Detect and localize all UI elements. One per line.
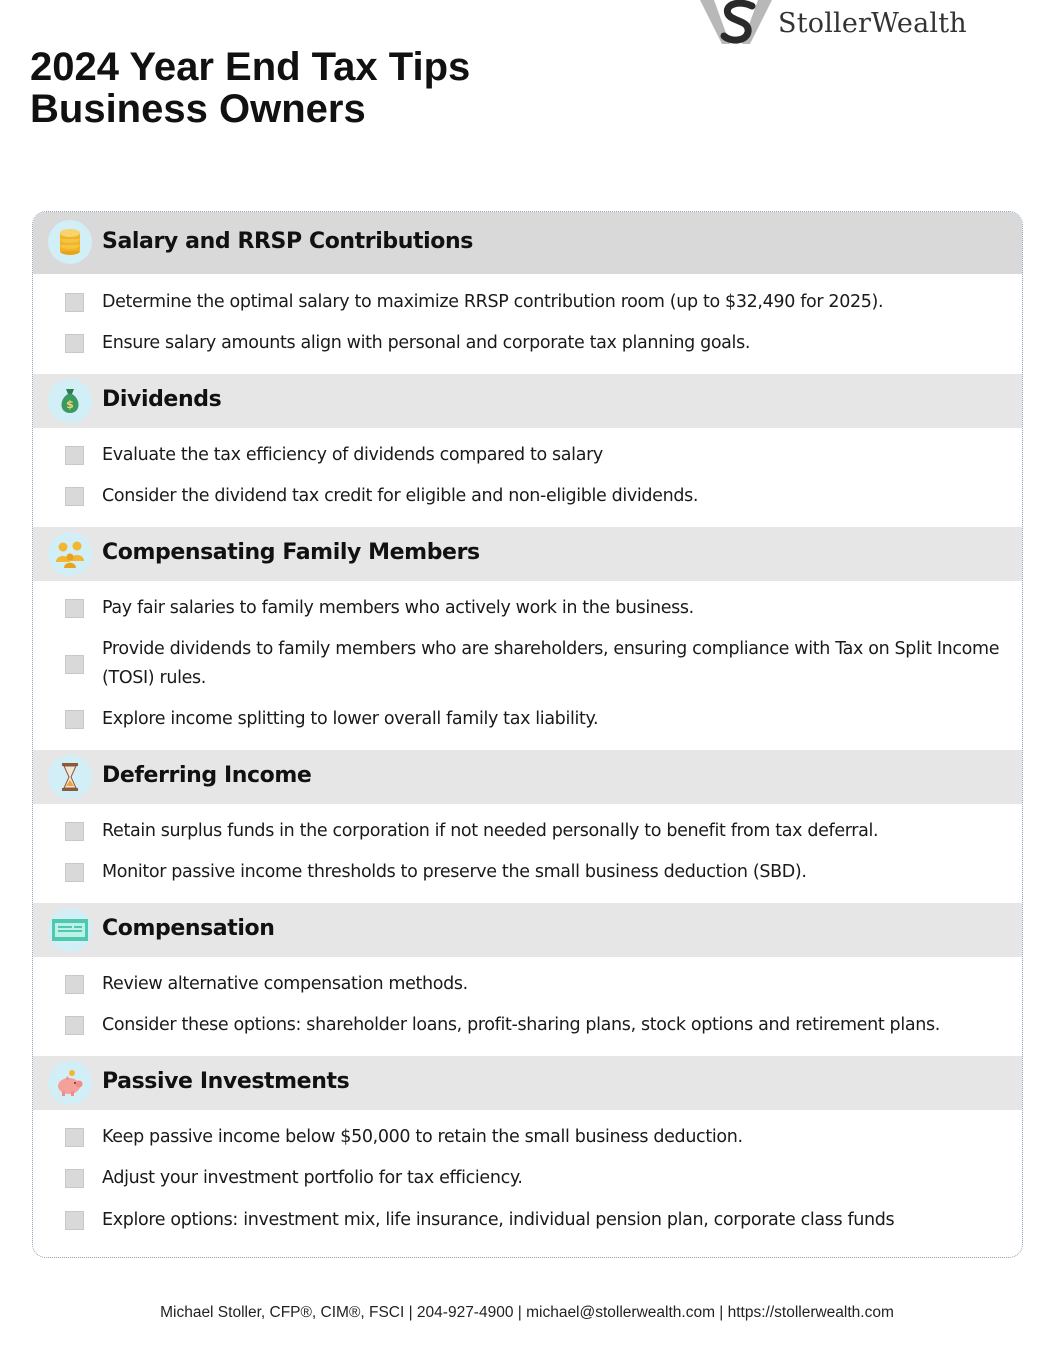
checklist-item-text: Consider these options: shareholder loans, profit-sharing plans, stock options and retirement plans.	[102, 1015, 940, 1035]
checklist-item	[65, 635, 1005, 693]
page-title-line-1: 2024 Year End Tax Tips	[30, 45, 471, 89]
checklist-item	[65, 329, 1005, 358]
checklist-item	[65, 1206, 1005, 1235]
checklist-item	[65, 288, 1005, 317]
section-header-compensation	[33, 903, 1022, 957]
checkbox[interactable]	[65, 863, 84, 882]
footer-contact: Michael Stoller, CFP®, CIM®, FSCI | 204-927-4900 | michael@stollerwealth.com | https://stollerwealth.com	[160, 1304, 894, 1321]
checklist-item	[65, 858, 1005, 887]
cheque-icon	[48, 908, 92, 952]
page-title	[30, 46, 470, 130]
checkbox[interactable]	[65, 1169, 84, 1188]
checkbox[interactable]	[65, 487, 84, 506]
checklist-item-text: Adjust your investment portfolio for tax efficiency.	[102, 1168, 523, 1188]
checkbox[interactable]	[65, 1016, 84, 1035]
checklist-item	[65, 1011, 1005, 1040]
checklist-item-text: Explore options: investment mix, life insurance, individual pension plan, corporate class funds	[102, 1210, 895, 1230]
section-title: Deferring Income	[102, 763, 312, 788]
svg-text:$: $	[66, 398, 74, 411]
checkbox[interactable]	[65, 334, 84, 353]
checklist-item	[65, 594, 1005, 623]
section-header-passive	[33, 1056, 1022, 1110]
checklist-item-text: Keep passive income below $50,000 to retain the small business deduction.	[102, 1127, 743, 1147]
brand-logo	[700, 0, 970, 48]
checklist-item-text: Determine the optimal salary to maximize RRSP contribution room (up to $32,490 for 2025).	[102, 292, 884, 312]
section-header-deferring	[33, 750, 1022, 804]
checklist-item-text: Pay fair salaries to family members who actively work in the business.	[102, 598, 694, 618]
checklist-item	[65, 482, 1005, 511]
brand-monogram-icon	[700, 0, 776, 48]
checklist-item	[65, 1123, 1005, 1152]
checklist-item	[65, 970, 1005, 999]
coins-icon	[48, 220, 92, 264]
section-header-dividends	[33, 374, 1022, 428]
checklist-card	[32, 211, 1023, 1258]
section-header-salary	[33, 212, 1022, 274]
family-icon	[48, 532, 92, 576]
checklist-item	[65, 817, 1005, 846]
checklist-item-text: Evaluate the tax efficiency of dividends compared to salary	[102, 445, 603, 465]
checkbox[interactable]	[65, 710, 84, 729]
brand-name: StollerWealth	[778, 8, 967, 39]
section-title: Compensating Family Members	[102, 540, 480, 565]
checklist-item-text: Provide dividends to family members who are shareholders, ensuring compliance with Tax on Split Income (TOSI) rules.	[102, 639, 1000, 688]
checklist-item-text: Explore income splitting to lower overall family tax liability.	[102, 709, 599, 729]
checkbox[interactable]	[65, 599, 84, 618]
checkbox[interactable]	[65, 1128, 84, 1147]
section-title: Dividends	[102, 387, 222, 412]
checklist-item-text: Retain surplus funds in the corporation if not needed personally to benefit from tax deferral.	[102, 821, 879, 841]
piggy-bank-icon	[48, 1061, 92, 1105]
section-title: Compensation	[102, 916, 275, 941]
section-title: Passive Investments	[102, 1069, 350, 1094]
checkbox[interactable]	[65, 822, 84, 841]
money-bag-icon	[48, 379, 92, 423]
hourglass-icon	[48, 755, 92, 799]
page-title-line-2: Business Owners	[30, 87, 366, 131]
section-header-family	[33, 527, 1022, 581]
section-title: Salary and RRSP Contributions	[102, 229, 473, 254]
checklist-item-text: Review alternative compensation methods.	[102, 974, 468, 994]
checkbox[interactable]	[65, 975, 84, 994]
checklist-item	[65, 1164, 1005, 1193]
checkbox[interactable]	[65, 1211, 84, 1230]
checklist-item-text: Monitor passive income thresholds to preserve the small business deduction (SBD).	[102, 862, 807, 882]
checklist-item	[65, 705, 1005, 734]
checklist-item	[65, 441, 1005, 470]
checkbox[interactable]	[65, 655, 84, 674]
checkbox[interactable]	[65, 446, 84, 465]
checkbox[interactable]	[65, 293, 84, 312]
checklist-item-text: Consider the dividend tax credit for eligible and non-eligible dividends.	[102, 486, 699, 506]
checklist-item-text: Ensure salary amounts align with personal and corporate tax planning goals.	[102, 333, 751, 353]
